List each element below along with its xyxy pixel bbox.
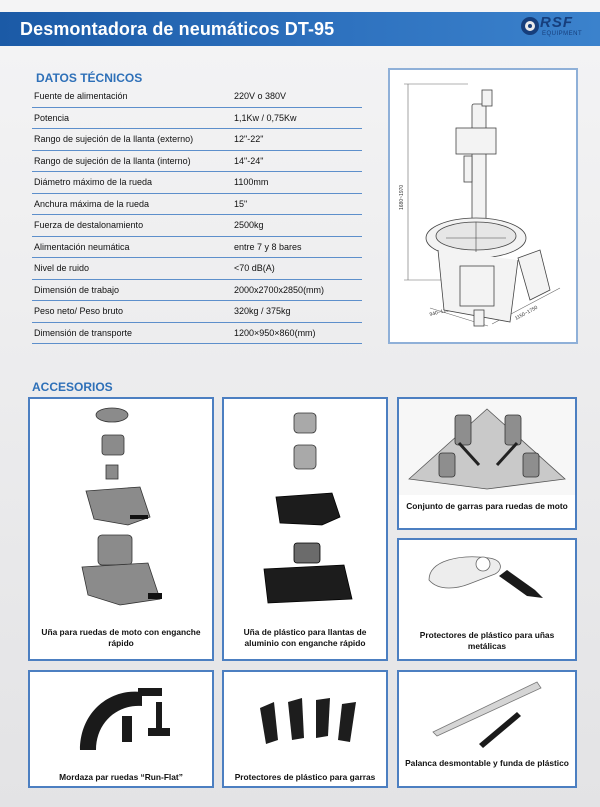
spec-label: Potencia bbox=[34, 112, 70, 123]
brand-name: RSF bbox=[540, 14, 573, 31]
spec-label: Alimentación neumática bbox=[34, 241, 130, 252]
accessories-title: ACCESORIOS bbox=[32, 380, 113, 394]
accessory-card bbox=[397, 397, 577, 530]
tire-changer-illustration bbox=[390, 70, 576, 342]
accessory-card bbox=[28, 397, 214, 661]
plastic-claw-image bbox=[224, 399, 386, 609]
moto-claw-image bbox=[30, 399, 212, 609]
spec-value: entre 7 y 8 bares bbox=[234, 241, 302, 252]
spec-row bbox=[32, 108, 362, 130]
spec-label: Dimensión de trabajo bbox=[34, 284, 120, 295]
spec-row bbox=[32, 258, 362, 280]
spec-value: 1100mm bbox=[234, 177, 269, 188]
spec-row bbox=[32, 172, 362, 194]
spec-row bbox=[32, 301, 362, 323]
spec-value: <70 dB(A) bbox=[234, 263, 275, 274]
spec-value: 15" bbox=[234, 198, 248, 209]
spec-label: Diámetro máximo de la rueda bbox=[34, 177, 153, 188]
specs-title: DATOS TÉCNICOS bbox=[36, 71, 143, 85]
accessory-card bbox=[397, 538, 577, 661]
spec-value: 220V o 380V bbox=[234, 91, 287, 102]
accessory-card bbox=[28, 670, 214, 788]
spec-value: 2500kg bbox=[234, 220, 264, 231]
accessory-caption: Mordaza par ruedas “Run-Flat” bbox=[59, 772, 183, 782]
accessory-caption: Protectores de plástico para garras bbox=[234, 772, 376, 782]
claw-protector-image bbox=[399, 540, 575, 612]
spec-value: 320kg / 375kg bbox=[234, 306, 291, 317]
spec-row bbox=[32, 237, 362, 259]
spec-label: Rango de sujeción de la llanta (externo) bbox=[34, 134, 194, 145]
specs-table bbox=[32, 86, 362, 344]
brand-logo bbox=[520, 14, 592, 44]
brand-subtitle: EQUIPMENT bbox=[542, 31, 583, 37]
spec-row bbox=[32, 280, 362, 302]
moto-jaws-image bbox=[399, 399, 575, 495]
header-bar bbox=[0, 12, 600, 46]
spec-row bbox=[32, 194, 362, 216]
jaw-protector-image bbox=[224, 672, 386, 762]
accessory-card bbox=[397, 670, 577, 788]
spec-label: Rango de sujeción de la llanta (interno) bbox=[34, 155, 191, 166]
spec-row bbox=[32, 151, 362, 173]
accessory-card bbox=[222, 670, 388, 788]
accessory-caption: Uña de plástico para llantas de aluminio con enganche rápido bbox=[243, 627, 367, 648]
dim-depth: 1150~1750 bbox=[514, 304, 539, 322]
spec-value: 2000x2700x2850(mm) bbox=[234, 284, 325, 295]
spec-row bbox=[32, 129, 362, 151]
spec-label: Nivel de ruido bbox=[34, 263, 90, 274]
machine-drawing bbox=[388, 68, 578, 344]
spec-value: 14"-24" bbox=[234, 155, 264, 166]
spec-value: 1,1Kw / 0,75Kw bbox=[234, 112, 297, 123]
tire-lever-image bbox=[399, 672, 575, 752]
spec-label: Peso neto/ Peso bruto bbox=[34, 306, 124, 317]
accessory-caption: Uña para ruedas de moto con enganche rápido bbox=[41, 627, 201, 648]
spec-row bbox=[32, 215, 362, 237]
run-flat-clamp-image bbox=[30, 672, 212, 762]
tire-icon bbox=[520, 16, 540, 36]
accessory-card bbox=[222, 397, 388, 661]
dim-height: 1680~1970 bbox=[399, 184, 405, 210]
accessory-caption: Palanca desmontable y funda de plástico bbox=[405, 758, 569, 768]
accessory-caption: Conjunto de garras para ruedas de moto bbox=[406, 501, 568, 511]
dim-width: 940~1280 bbox=[429, 306, 453, 318]
spec-label: Fuente de alimentación bbox=[34, 91, 128, 102]
spec-label: Anchura máxima de la rueda bbox=[34, 198, 150, 209]
spec-row bbox=[32, 86, 362, 108]
spec-label: Dimensión de transporte bbox=[34, 327, 133, 338]
spec-row bbox=[32, 323, 362, 345]
spec-label: Fuerza de destalonamiento bbox=[34, 220, 144, 231]
spec-value: 12"-22" bbox=[234, 134, 264, 145]
accessory-caption: Protectores de plástico para uñas metálicas bbox=[419, 630, 555, 651]
page-title: Desmontadora de neumáticos DT-95 bbox=[20, 19, 335, 39]
spec-value: 1200×950×860(mm) bbox=[234, 327, 316, 338]
